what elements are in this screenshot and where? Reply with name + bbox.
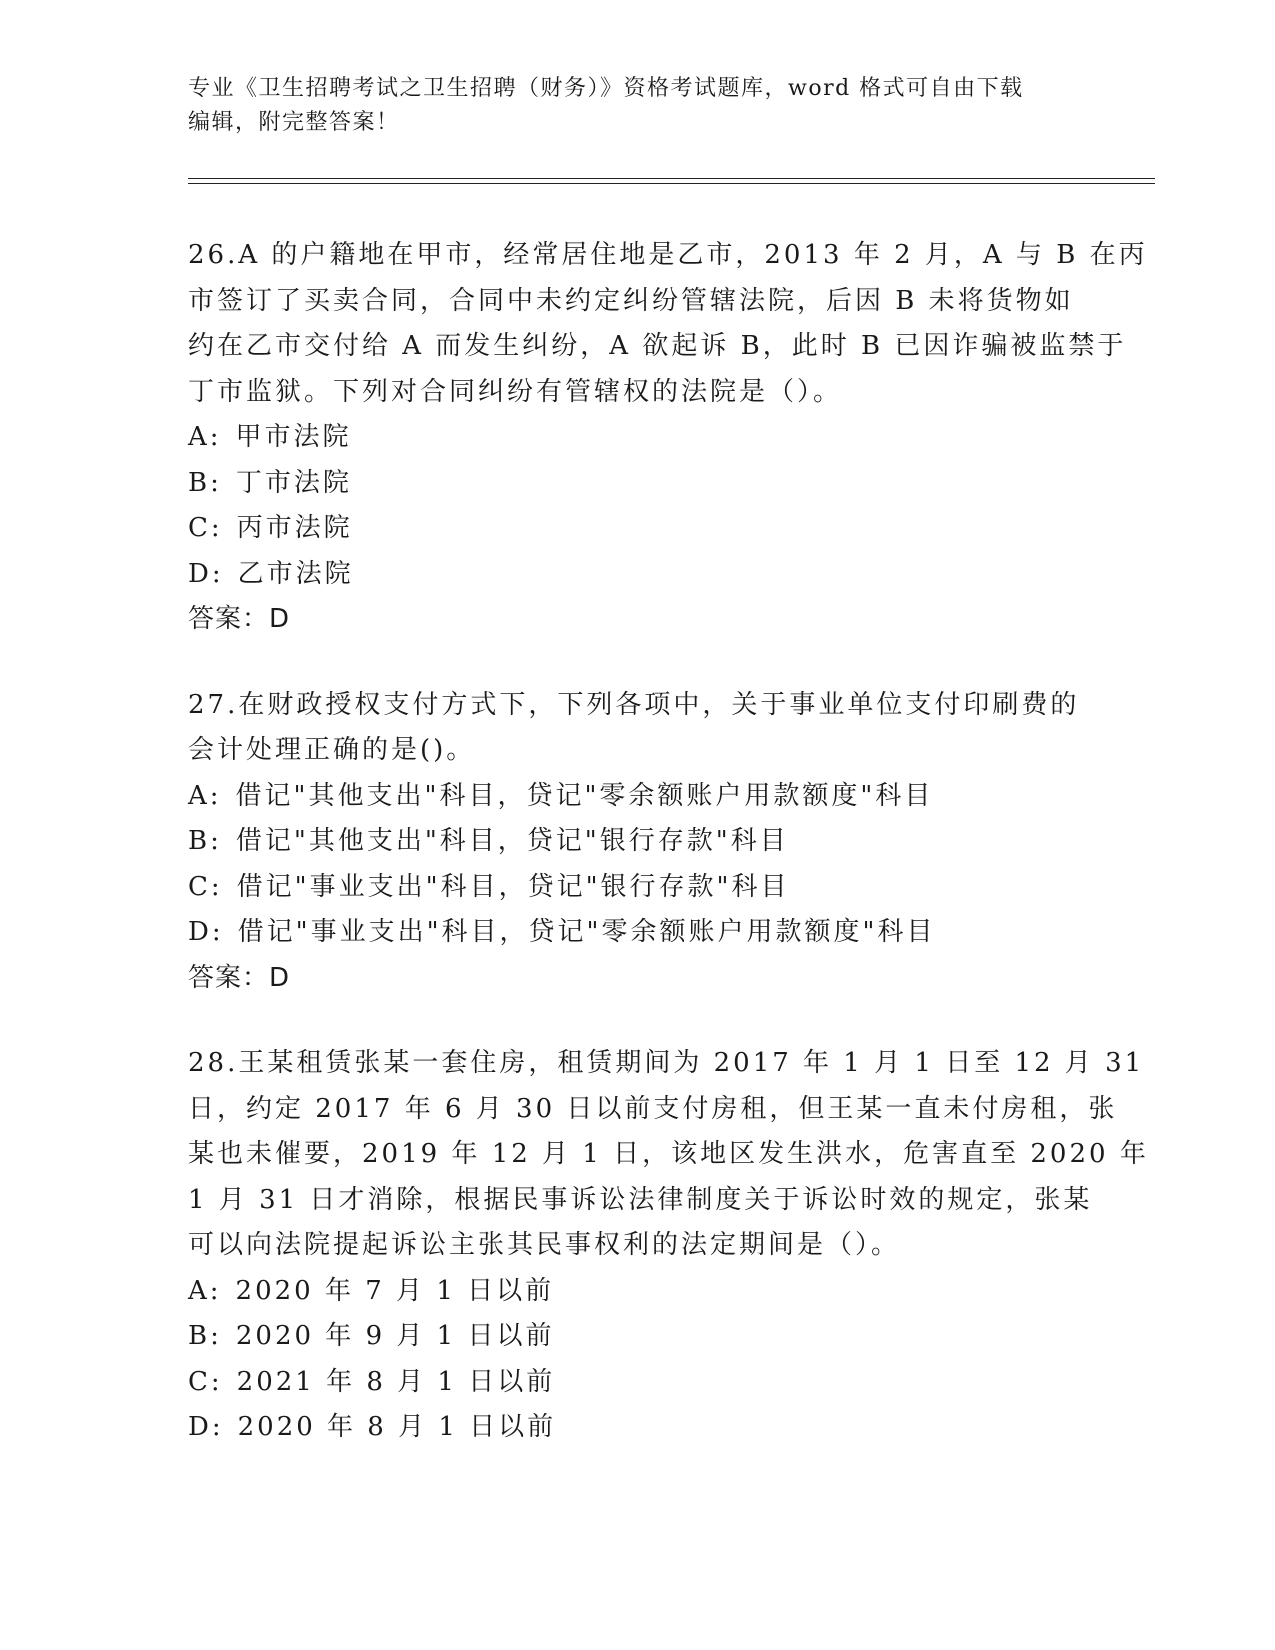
document-header <box>188 72 1088 140</box>
question-text-line: 26.A 的户籍地在甲市，经常居住地是乙市，2013 年 2 月，A 与 B 在丙 <box>188 240 1148 270</box>
question-text-line: 日，约定 2017 年 6 月 30 日以前支付房租，但王某一直未付房租，张 <box>188 1093 1118 1124</box>
option-label: A: <box>188 1275 222 1306</box>
answer-line: 答案：D <box>188 604 291 634</box>
option-a <box>188 1269 1088 1315</box>
question-text-line: 会计处理正确的是()。 <box>188 735 476 765</box>
header-line-2: 编辑，附完整答案！ <box>188 110 400 135</box>
header-divider-top <box>188 178 1155 179</box>
option-label: D: <box>188 1412 224 1442</box>
option-text: 乙市法院 <box>237 558 354 589</box>
option-b <box>188 819 1088 865</box>
option-label: A: <box>188 422 222 452</box>
option-text: 2021 年 8 月 1 日以前 <box>236 1366 556 1397</box>
option-d <box>188 552 1088 598</box>
option-label: C: <box>188 871 223 902</box>
option-text: 借记"事业支出"科目，贷记"银行存款"科目 <box>236 871 790 902</box>
option-c <box>188 506 1088 552</box>
option-text: 2020 年 8 月 1 日以前 <box>237 1412 557 1442</box>
spacer <box>188 1001 1088 1041</box>
option-d <box>188 910 1088 956</box>
spacer <box>188 643 1088 683</box>
option-text: 借记"其他支出"科目，贷记"银行存款"科目 <box>235 826 789 856</box>
option-label: B: <box>188 826 222 856</box>
option-c <box>188 1360 1088 1406</box>
option-text: 2020 年 7 月 1 日以前 <box>235 1275 555 1306</box>
option-text: 甲市法院 <box>235 422 352 452</box>
option-label: C: <box>188 513 223 543</box>
question-text-line: 某也未催要，2019 年 12 月 1 日，该地区发生洪水，危害直至 2020 年 <box>188 1139 1149 1169</box>
question-text-line: 丁市监狱。下列对合同纠纷有管辖权的法院是（）。 <box>188 376 843 407</box>
question-26 <box>188 233 1148 643</box>
question-text-line: 市签订了买卖合同，合同中未约定纠纷管辖法院，后因 B 未将货物如 <box>188 285 1074 316</box>
question-list <box>188 233 1149 1451</box>
question-text-line: 约在乙市交付给 A 而发生纠纷，A 欲起诉 B，此时 B 已因诈骗被监禁于 <box>188 331 1127 361</box>
question-text-line: 28.王某租赁张某一套住房，租赁期间为 2017 年 1 月 1 日至 12 月 31 <box>188 1048 1145 1078</box>
question-28 <box>188 1041 1149 1451</box>
option-label: C: <box>188 1366 223 1397</box>
option-text: 2020 年 9 月 1 日以前 <box>235 1321 555 1351</box>
option-label: D: <box>188 917 224 947</box>
question-27 <box>188 683 1088 1002</box>
option-d <box>188 1405 1088 1451</box>
option-a <box>188 415 1088 461</box>
question-text-line: 27.在财政授权支付方式下，下列各项中，关于事业单位支付印刷费的 <box>188 689 1080 720</box>
option-label: A: <box>188 780 222 811</box>
option-c <box>188 865 1088 911</box>
question-text-line: 可以向法院提起诉讼主张其民事权利的法定期间是（）。 <box>188 1230 901 1260</box>
answer-line: 答案：D <box>188 962 291 993</box>
question-text-line: 1 月 31 日才消除，根据民事诉讼法律制度关于诉讼时效的规定，张某 <box>188 1184 1093 1215</box>
option-b <box>188 461 1088 507</box>
option-text: 丁市法院 <box>235 467 352 498</box>
option-text: 丙市法院 <box>236 513 353 543</box>
option-b <box>188 1314 1088 1360</box>
header-divider-bottom <box>188 183 1155 184</box>
header-line-1: 专业《卫生招聘考试之卫生招聘（财务）》资格考试题库，word 格式可自由下载 <box>188 76 1024 101</box>
option-label: D: <box>188 558 224 589</box>
option-text: 借记"事业支出"科目，贷记"零余额账户用款额度"科目 <box>237 917 936 947</box>
option-label: B: <box>188 467 222 498</box>
option-text: 借记"其他支出"科目，贷记"零余额账户用款额度"科目 <box>235 780 934 811</box>
option-label: B: <box>188 1321 222 1351</box>
option-a <box>188 774 1088 820</box>
